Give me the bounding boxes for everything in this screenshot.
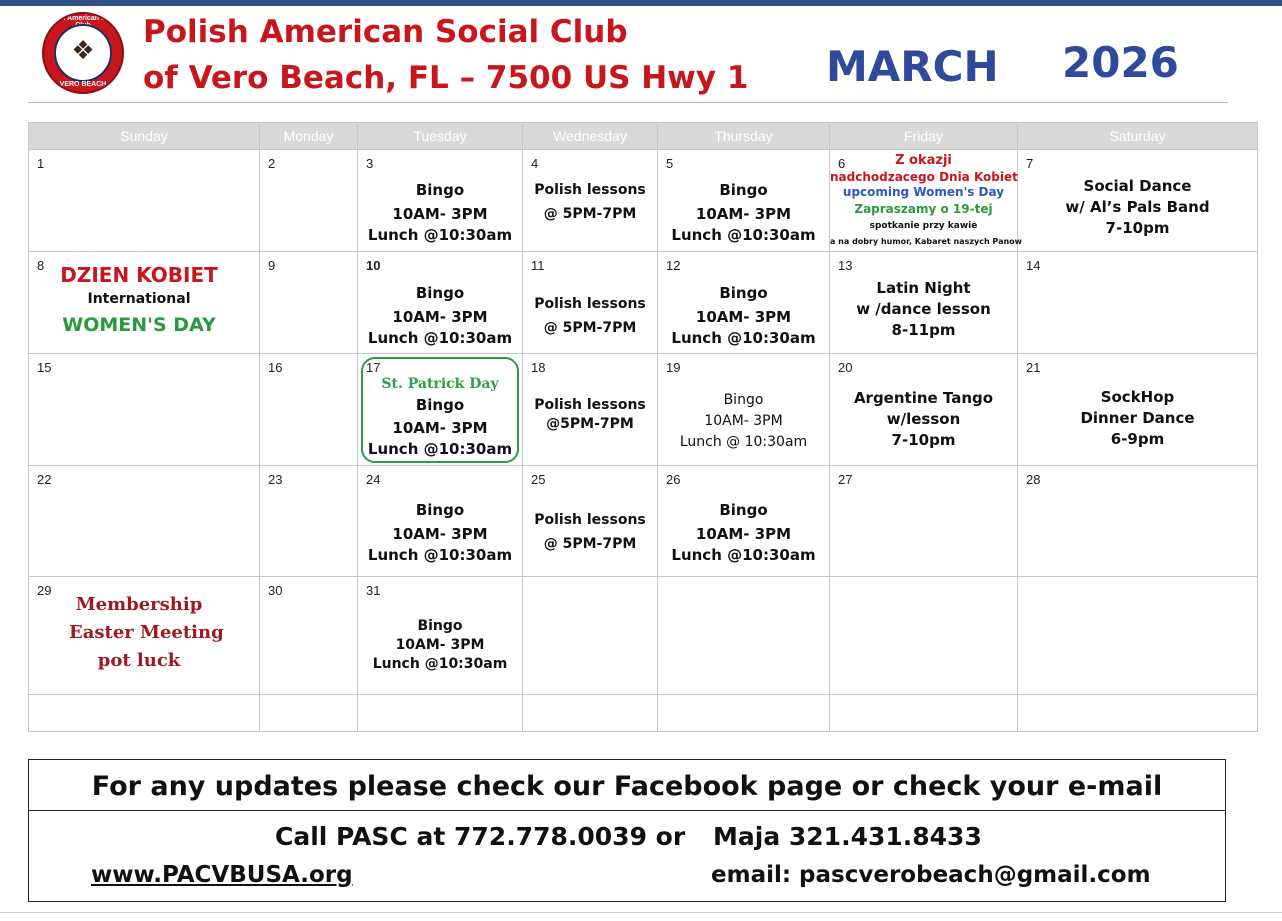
event-line: w/lesson xyxy=(886,410,961,428)
event-line: 7-10pm xyxy=(1105,219,1170,237)
womens-day-event xyxy=(29,262,249,340)
day-number: 5 xyxy=(666,156,674,171)
header-divider xyxy=(28,102,1228,103)
day-number: 22 xyxy=(37,472,52,487)
event-line: Lunch @10:30am xyxy=(671,226,816,244)
day-cell xyxy=(29,150,260,252)
day-cell xyxy=(523,354,658,466)
day-cell xyxy=(658,354,830,466)
event-line: Bingo xyxy=(723,392,764,408)
day-number: 10 xyxy=(366,258,381,273)
day-number: 29 xyxy=(37,583,52,598)
day-cell xyxy=(29,354,260,466)
event-line: 10AM- 3PM xyxy=(392,419,488,437)
day-number: 23 xyxy=(268,472,283,487)
event-line: Membership xyxy=(75,594,203,615)
event-line: 7-10pm xyxy=(891,431,956,449)
day-number: 11 xyxy=(531,258,545,273)
club-title-line1: Polish American Social Club xyxy=(143,14,628,50)
event-line: Lunch @10:30am xyxy=(367,329,513,347)
day-cell xyxy=(29,252,260,354)
day-number: 19 xyxy=(666,360,681,375)
day-cell xyxy=(358,150,523,252)
day-number: 25 xyxy=(531,472,546,487)
day-cell xyxy=(830,354,1018,466)
event-line: Dinner Dance xyxy=(1080,409,1195,427)
day-number: 20 xyxy=(838,360,853,375)
day-cell xyxy=(29,695,260,732)
event-line: @ 5PM-7PM xyxy=(543,536,637,552)
day-cell xyxy=(523,466,658,577)
membership-meeting-event xyxy=(69,591,224,675)
bingo-event xyxy=(658,180,829,246)
polish-lessons-event xyxy=(523,180,657,225)
event-line: Lunch @10:30am xyxy=(367,226,513,244)
polish-lessons-event xyxy=(523,510,657,555)
event-line: Bingo xyxy=(415,501,465,519)
event-line: DZIEN KOBIET xyxy=(60,263,218,287)
day-cell xyxy=(658,695,830,732)
day-cell xyxy=(358,252,523,354)
bottom-divider xyxy=(0,912,1282,913)
event-line: Bingo xyxy=(415,181,465,199)
event-line: 10AM- 3PM xyxy=(392,205,488,223)
weekday-header-row xyxy=(29,123,1258,150)
day-number: 9 xyxy=(268,258,276,273)
event-line: nadchodzacego Dnia Kobiet xyxy=(830,170,1018,184)
eagle-icon: ❖ xyxy=(71,36,95,66)
week-row xyxy=(29,577,1258,695)
event-line: Social Dance xyxy=(1083,177,1192,195)
bingo-event xyxy=(358,617,522,674)
polish-lessons-event xyxy=(523,294,657,339)
calendar-month: MARCH xyxy=(826,42,999,91)
day-number: 15 xyxy=(37,360,52,375)
weekday-monday: Monday xyxy=(260,123,358,150)
event-line: pot luck xyxy=(97,650,181,671)
day-cell xyxy=(830,577,1018,695)
event-line: Polish lessons xyxy=(534,397,646,413)
event-line: Argentine Tango xyxy=(853,389,994,407)
event-line: 10AM- 3PM xyxy=(695,308,792,326)
day-cell xyxy=(830,150,1023,252)
logo-text-top: Polish American Social xyxy=(44,15,122,22)
event-line: 10AM- 3PM xyxy=(392,308,488,326)
event-line: @ 5PM-7PM xyxy=(543,320,637,336)
event-line: Lunch @10:30am xyxy=(367,546,513,564)
event-line: 10AM- 3PM xyxy=(695,525,792,543)
day-cell xyxy=(658,466,830,577)
event-line: w/ Al’s Pals Band xyxy=(1065,198,1210,216)
day-number: 1 xyxy=(37,156,45,171)
event-line: Bingo xyxy=(719,284,768,302)
day-cell xyxy=(260,354,358,466)
day-cell xyxy=(260,466,358,577)
event-line: a na dobry humor, Kabaret naszych Panow xyxy=(830,237,1023,246)
bingo-event xyxy=(658,390,829,453)
contact-footer xyxy=(28,759,1226,902)
event-line: Lunch @10:30am xyxy=(372,656,508,672)
day-cell xyxy=(358,354,523,466)
weekday-sunday: Sunday xyxy=(29,123,260,150)
event-line: 10AM- 3PM xyxy=(704,413,783,429)
event-line: upcoming Women's Day xyxy=(842,185,1005,199)
week-row xyxy=(29,695,1258,732)
day-cell xyxy=(830,466,1018,577)
week-row xyxy=(29,466,1258,577)
day-cell xyxy=(260,150,358,252)
website-link[interactable]: www.PACVBUSA.org xyxy=(91,862,353,888)
weekday-friday: Friday xyxy=(830,123,1018,150)
day-number: 4 xyxy=(531,156,539,171)
social-dance-event xyxy=(1018,176,1257,239)
day-cell xyxy=(1018,577,1258,695)
day-number: 28 xyxy=(1026,472,1041,487)
event-line: Bingo xyxy=(415,396,465,414)
event-line: 10AM- 3PM xyxy=(395,637,485,653)
day-number: 2 xyxy=(268,156,276,171)
day-number: 16 xyxy=(268,360,283,375)
club-title-line2: of Vero Beach, FL – 7500 US Hwy 1 xyxy=(143,60,749,96)
sockhop-event xyxy=(1018,387,1257,450)
updates-notice: For any updates please check our Facebook page or check your e-mail xyxy=(29,760,1225,811)
day-cell xyxy=(358,695,523,732)
bingo-event xyxy=(358,180,522,246)
event-line: 8-11pm xyxy=(891,321,956,339)
email-address[interactable]: email: pascverobeach@gmail.com xyxy=(711,862,1151,888)
day-number: 8 xyxy=(37,258,45,273)
tango-event xyxy=(830,388,1017,451)
day-cell xyxy=(1018,252,1258,354)
day-number: 12 xyxy=(666,258,681,273)
week-row xyxy=(29,150,1258,252)
bingo-event xyxy=(358,500,522,566)
womens-day-event-pl xyxy=(830,152,1023,251)
event-line: Lunch @10:30am xyxy=(367,440,513,458)
day-cell xyxy=(29,466,260,577)
week-row xyxy=(29,252,1258,354)
st-patrick-event xyxy=(358,374,522,460)
weekday-wednesday: Wednesday xyxy=(523,123,658,150)
event-line: Polish lessons xyxy=(534,182,646,198)
day-cell xyxy=(1018,466,1258,577)
day-number: 27 xyxy=(838,472,853,487)
day-cell xyxy=(358,466,523,577)
event-line: WOMEN'S DAY xyxy=(62,314,216,336)
bingo-event xyxy=(658,283,829,349)
event-line: Easter Meeting xyxy=(69,622,224,643)
day-number: 7 xyxy=(1026,156,1034,171)
event-line: St. Patrick Day xyxy=(381,376,499,392)
latin-night-event xyxy=(830,278,1017,341)
day-number: 24 xyxy=(366,472,381,487)
day-cell xyxy=(658,577,830,695)
day-cell xyxy=(260,695,358,732)
day-number: 14 xyxy=(1026,258,1041,273)
day-cell xyxy=(29,577,260,695)
event-line: Bingo xyxy=(719,501,768,519)
day-number: 30 xyxy=(268,583,283,598)
event-line: International xyxy=(87,291,191,307)
day-number: 6 xyxy=(838,156,846,171)
event-line: Lunch @ 10:30am xyxy=(679,434,808,450)
event-line: Latin Night xyxy=(876,279,971,297)
event-line: Polish lessons xyxy=(534,512,646,528)
day-cell xyxy=(658,252,830,354)
day-number: 3 xyxy=(366,156,374,171)
day-cell xyxy=(1018,150,1258,252)
day-number: 31 xyxy=(366,583,381,598)
weekday-saturday: Saturday xyxy=(1018,123,1258,150)
day-cell xyxy=(1018,354,1258,466)
day-number: 13 xyxy=(838,258,853,273)
event-line: 10AM- 3PM xyxy=(392,525,488,543)
event-line: 10AM- 3PM xyxy=(695,205,792,223)
event-line: spotkanie przy kawie xyxy=(869,221,978,231)
day-number: 26 xyxy=(666,472,681,487)
bingo-event xyxy=(658,500,829,566)
day-number: 18 xyxy=(531,360,546,375)
day-cell xyxy=(830,695,1018,732)
event-line: @ 5PM-7PM xyxy=(543,206,637,222)
event-line: Lunch @10:30am xyxy=(671,546,816,564)
event-line: Polish lessons xyxy=(534,296,646,312)
club-logo xyxy=(42,12,124,94)
calendar-year: 2026 xyxy=(1062,38,1179,87)
event-line: SockHop xyxy=(1100,388,1175,406)
day-cell xyxy=(523,577,658,695)
polish-lessons-event xyxy=(523,396,657,434)
phone-pasc: Call PASC at 772.778.0039 or xyxy=(275,822,686,851)
day-number: 17 xyxy=(366,360,381,375)
day-cell xyxy=(260,577,358,695)
event-line: 6-9pm xyxy=(1110,430,1165,448)
event-line: @5PM-7PM xyxy=(546,416,634,432)
day-cell xyxy=(523,150,658,252)
day-cell xyxy=(358,577,523,695)
week-row xyxy=(29,354,1258,466)
weekday-tuesday: Tuesday xyxy=(358,123,523,150)
logo-text-bottom: VERO BEACH xyxy=(59,81,107,88)
top-accent-bar xyxy=(0,0,1282,6)
event-line: w /dance lesson xyxy=(856,300,991,318)
day-cell xyxy=(830,252,1018,354)
phone-maja: Maja 321.431.8433 xyxy=(713,822,982,851)
weekday-thursday: Thursday xyxy=(658,123,830,150)
bingo-event xyxy=(358,283,522,349)
day-number: 21 xyxy=(1026,360,1041,375)
event-line: Bingo xyxy=(415,284,465,302)
event-line: Lunch @10:30am xyxy=(671,329,816,347)
day-cell xyxy=(1018,695,1258,732)
event-line: Zapraszamy o 19-tej xyxy=(854,202,993,216)
event-line: Bingo xyxy=(417,618,463,634)
event-line: Bingo xyxy=(719,181,768,199)
calendar-grid xyxy=(28,122,1258,732)
event-line: Z okazji xyxy=(895,153,952,168)
day-cell xyxy=(523,695,658,732)
day-cell xyxy=(658,150,830,252)
day-cell xyxy=(260,252,358,354)
day-cell xyxy=(523,252,658,354)
